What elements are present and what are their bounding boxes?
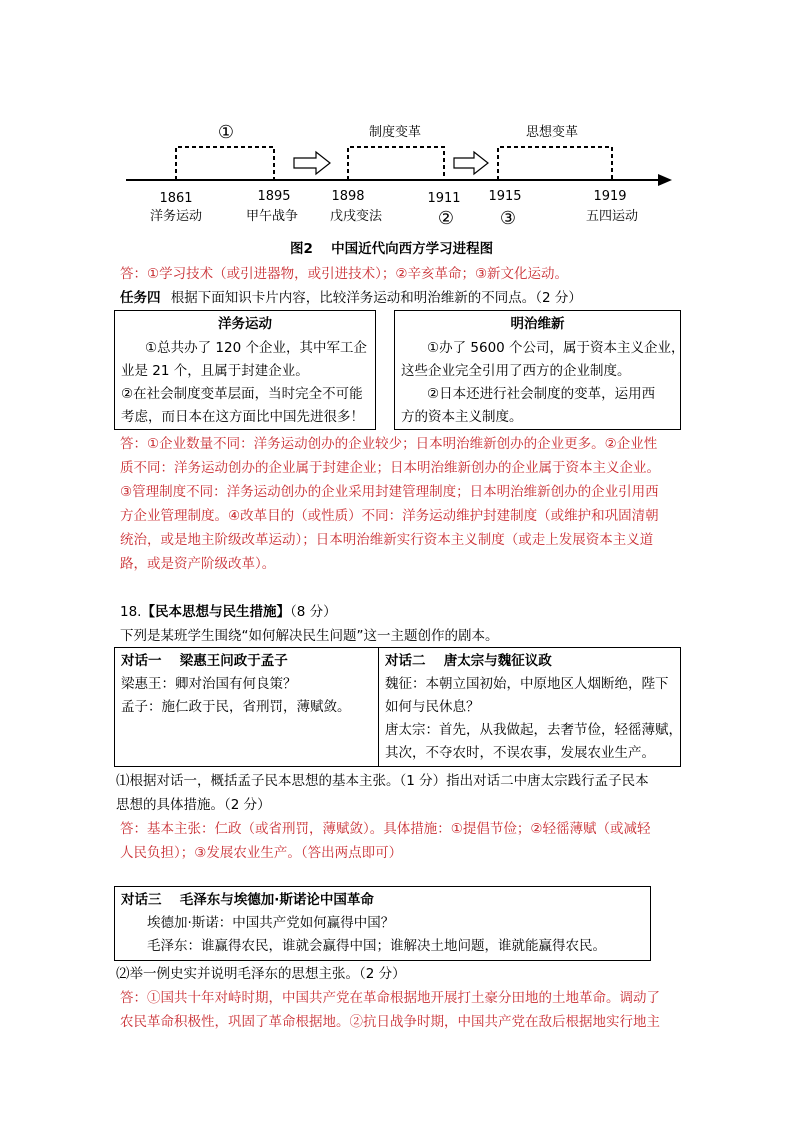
sub-question-2: ⑵举一例史实并说明毛泽东的思想主张。（2 分）: [116, 966, 406, 982]
answer-3: [120, 817, 650, 865]
card-line: 业是 21 个，且属于封建企业。: [121, 363, 309, 379]
timeline-event: 甲午战争: [245, 209, 299, 224]
answer-line: 人民负担）；③发展农业生产。（答出两点即可）: [120, 845, 403, 861]
timeline-event: ③: [499, 208, 517, 229]
timeline-year: 1911: [427, 191, 461, 206]
timeline-event: 五四运动: [585, 209, 639, 224]
arrow-icon: [454, 152, 488, 174]
question-line: ⑴根据对话一，概括孟子民本思想的基本主张。（1 分）指出对话二中唐太宗践行孟子民本: [116, 773, 649, 789]
task-4-label: 任务四: [120, 290, 161, 306]
figure-caption: 图2 中国近代向西方学习进程图: [290, 241, 494, 257]
timeline-diagram: [0, 110, 794, 240]
dialog-line: 唐太宗：首先，从我做起，去奢节俭，轻徭薄赋，: [385, 722, 682, 738]
sub-question-1: [116, 769, 649, 817]
answer-4: [120, 986, 660, 1034]
task-4-prompt: [120, 286, 582, 310]
timeline-label-institution: 制度变革: [368, 125, 422, 140]
dialog-3-box: [114, 886, 651, 961]
timeline-year: 1898: [331, 189, 365, 204]
answer-line: 路，或是资产阶级改革）。: [120, 556, 276, 572]
dialog-line: 其次，不夺农时，不误农事，发展农业生产。: [385, 745, 655, 761]
dialog-2-title: 对话二 唐太宗与魏征议政: [385, 653, 552, 669]
timeline-year: 1915: [488, 189, 522, 204]
answer-2: [120, 432, 660, 576]
timeline-period-3: [498, 147, 612, 180]
answer-1: 答：①学习技术（或引进器物，或引进技术）；②辛亥革命；③新文化运动。: [120, 266, 569, 282]
answer-line: 农民革命积极性，巩固了革命根据地。②抗日战争时期，中国共产党在敌后根据地实行地主: [120, 1014, 660, 1030]
answer-line: 答：①国共十年对峙时期，中国共产党在革命根据地开展打土豪分田地的土地革命。调动了: [120, 990, 660, 1006]
dialog-line: 魏征：本朝立国初始，中原地区人烟断绝，陛下: [385, 676, 669, 692]
question-18-intro: 下列是某班学生围绕“如何解决民生问题”这一主题创作的剧本。: [120, 628, 499, 644]
question-number: 18.: [120, 604, 142, 620]
arrow-icon: [294, 152, 330, 174]
card-line: 方的资本主义制度。: [401, 409, 523, 425]
card-title: 洋务运动: [218, 316, 272, 332]
task-4-text: 根据下面知识卡片内容，比较洋务运动和明治维新的不同点。（2 分）: [170, 290, 582, 306]
dialog-1-title: 对话一 梁惠王问政于孟子: [121, 653, 288, 669]
card-line: ①办了 5600 个公司，属于资本主义企业，: [427, 340, 685, 356]
answer-line: ③管理制度不同：洋务运动创办的企业采用封建管理制度；日本明治维新创办的企业引用西: [120, 484, 659, 500]
dialog-3-title: 对话三 毛泽东与埃德加·斯诺论中国革命: [121, 892, 374, 908]
answer-line: 质不同：洋务运动创办的企业属于封建企业；日本明治维新创办的企业属于资本主义企业。: [120, 460, 660, 476]
timeline-marker-1: ①: [217, 122, 235, 143]
dialog-line: 埃德加·斯诺：中国共产党如何赢得中国？: [147, 915, 395, 931]
card-title: 明治维新: [510, 316, 565, 332]
timeline-year: 1861: [159, 191, 193, 206]
timeline-year: 1895: [257, 189, 291, 204]
answer-line: 方企业管理制度。④改革目的（或性质）不同：洋务运动维护封建制度（或维护和巩固清朝: [120, 508, 659, 524]
question-score: （8 分）: [289, 604, 337, 620]
card-westernization: [114, 310, 376, 430]
card-line: ②日本还进行社会制度的变革，运用西: [427, 386, 656, 402]
answer-line: 统治，或是地主阶级改革运动）；日本明治维新实行资本主义制度（或走上发展资本主义道: [120, 532, 654, 548]
answer-line: 答：①企业数量不同：洋务运动创办的企业较少；日本明治维新创办的企业更多。②企业性: [120, 436, 658, 452]
dialog-line: 如何与民休息？: [385, 699, 480, 715]
timeline-label-thought: 思想变革: [525, 125, 579, 140]
timeline-event: 洋务运动: [149, 209, 203, 224]
dialog-line: 孟子：施仁政于民，省刑罚，薄赋敛。: [121, 699, 351, 715]
card-line: 这些企业完全引用了西方的企业制度。: [401, 363, 631, 379]
card-line: ①总共办了 120 个企业，其中军工企: [145, 340, 367, 356]
timeline-year: 1919: [593, 189, 627, 204]
timeline-period-1: [176, 147, 274, 180]
timeline-axis-arrowhead: [658, 174, 672, 186]
card-line: 考虑，而日本在这方面比中国先进很多！: [121, 409, 364, 425]
question-title: 【民本思想与民生措施】: [141, 604, 290, 620]
timeline-event: ②: [437, 208, 455, 229]
question-18-heading: [120, 600, 337, 624]
answer-line: 答：基本主张：仁政（或省刑罚，薄赋敛）。具体措施：①提倡节俭；②轻徭薄赋（或减轻: [120, 821, 651, 837]
timeline-period-2: [348, 147, 444, 180]
dialog-line: 梁惠王：卿对治国有何良策？: [121, 676, 297, 692]
dialog-line: 毛泽东：谁赢得农民，谁就会赢得中国；谁解决土地问题，谁就能赢得农民。: [147, 938, 606, 954]
card-meiji: [394, 310, 685, 430]
table-divider: [378, 648, 379, 766]
question-line: 思想的具体措施。（2 分）: [116, 797, 271, 813]
dialog-table: [114, 647, 681, 767]
card-line: ②在社会制度变革层面，当时完全不可能: [121, 386, 363, 402]
timeline-event: 戊戌变法: [329, 209, 383, 224]
